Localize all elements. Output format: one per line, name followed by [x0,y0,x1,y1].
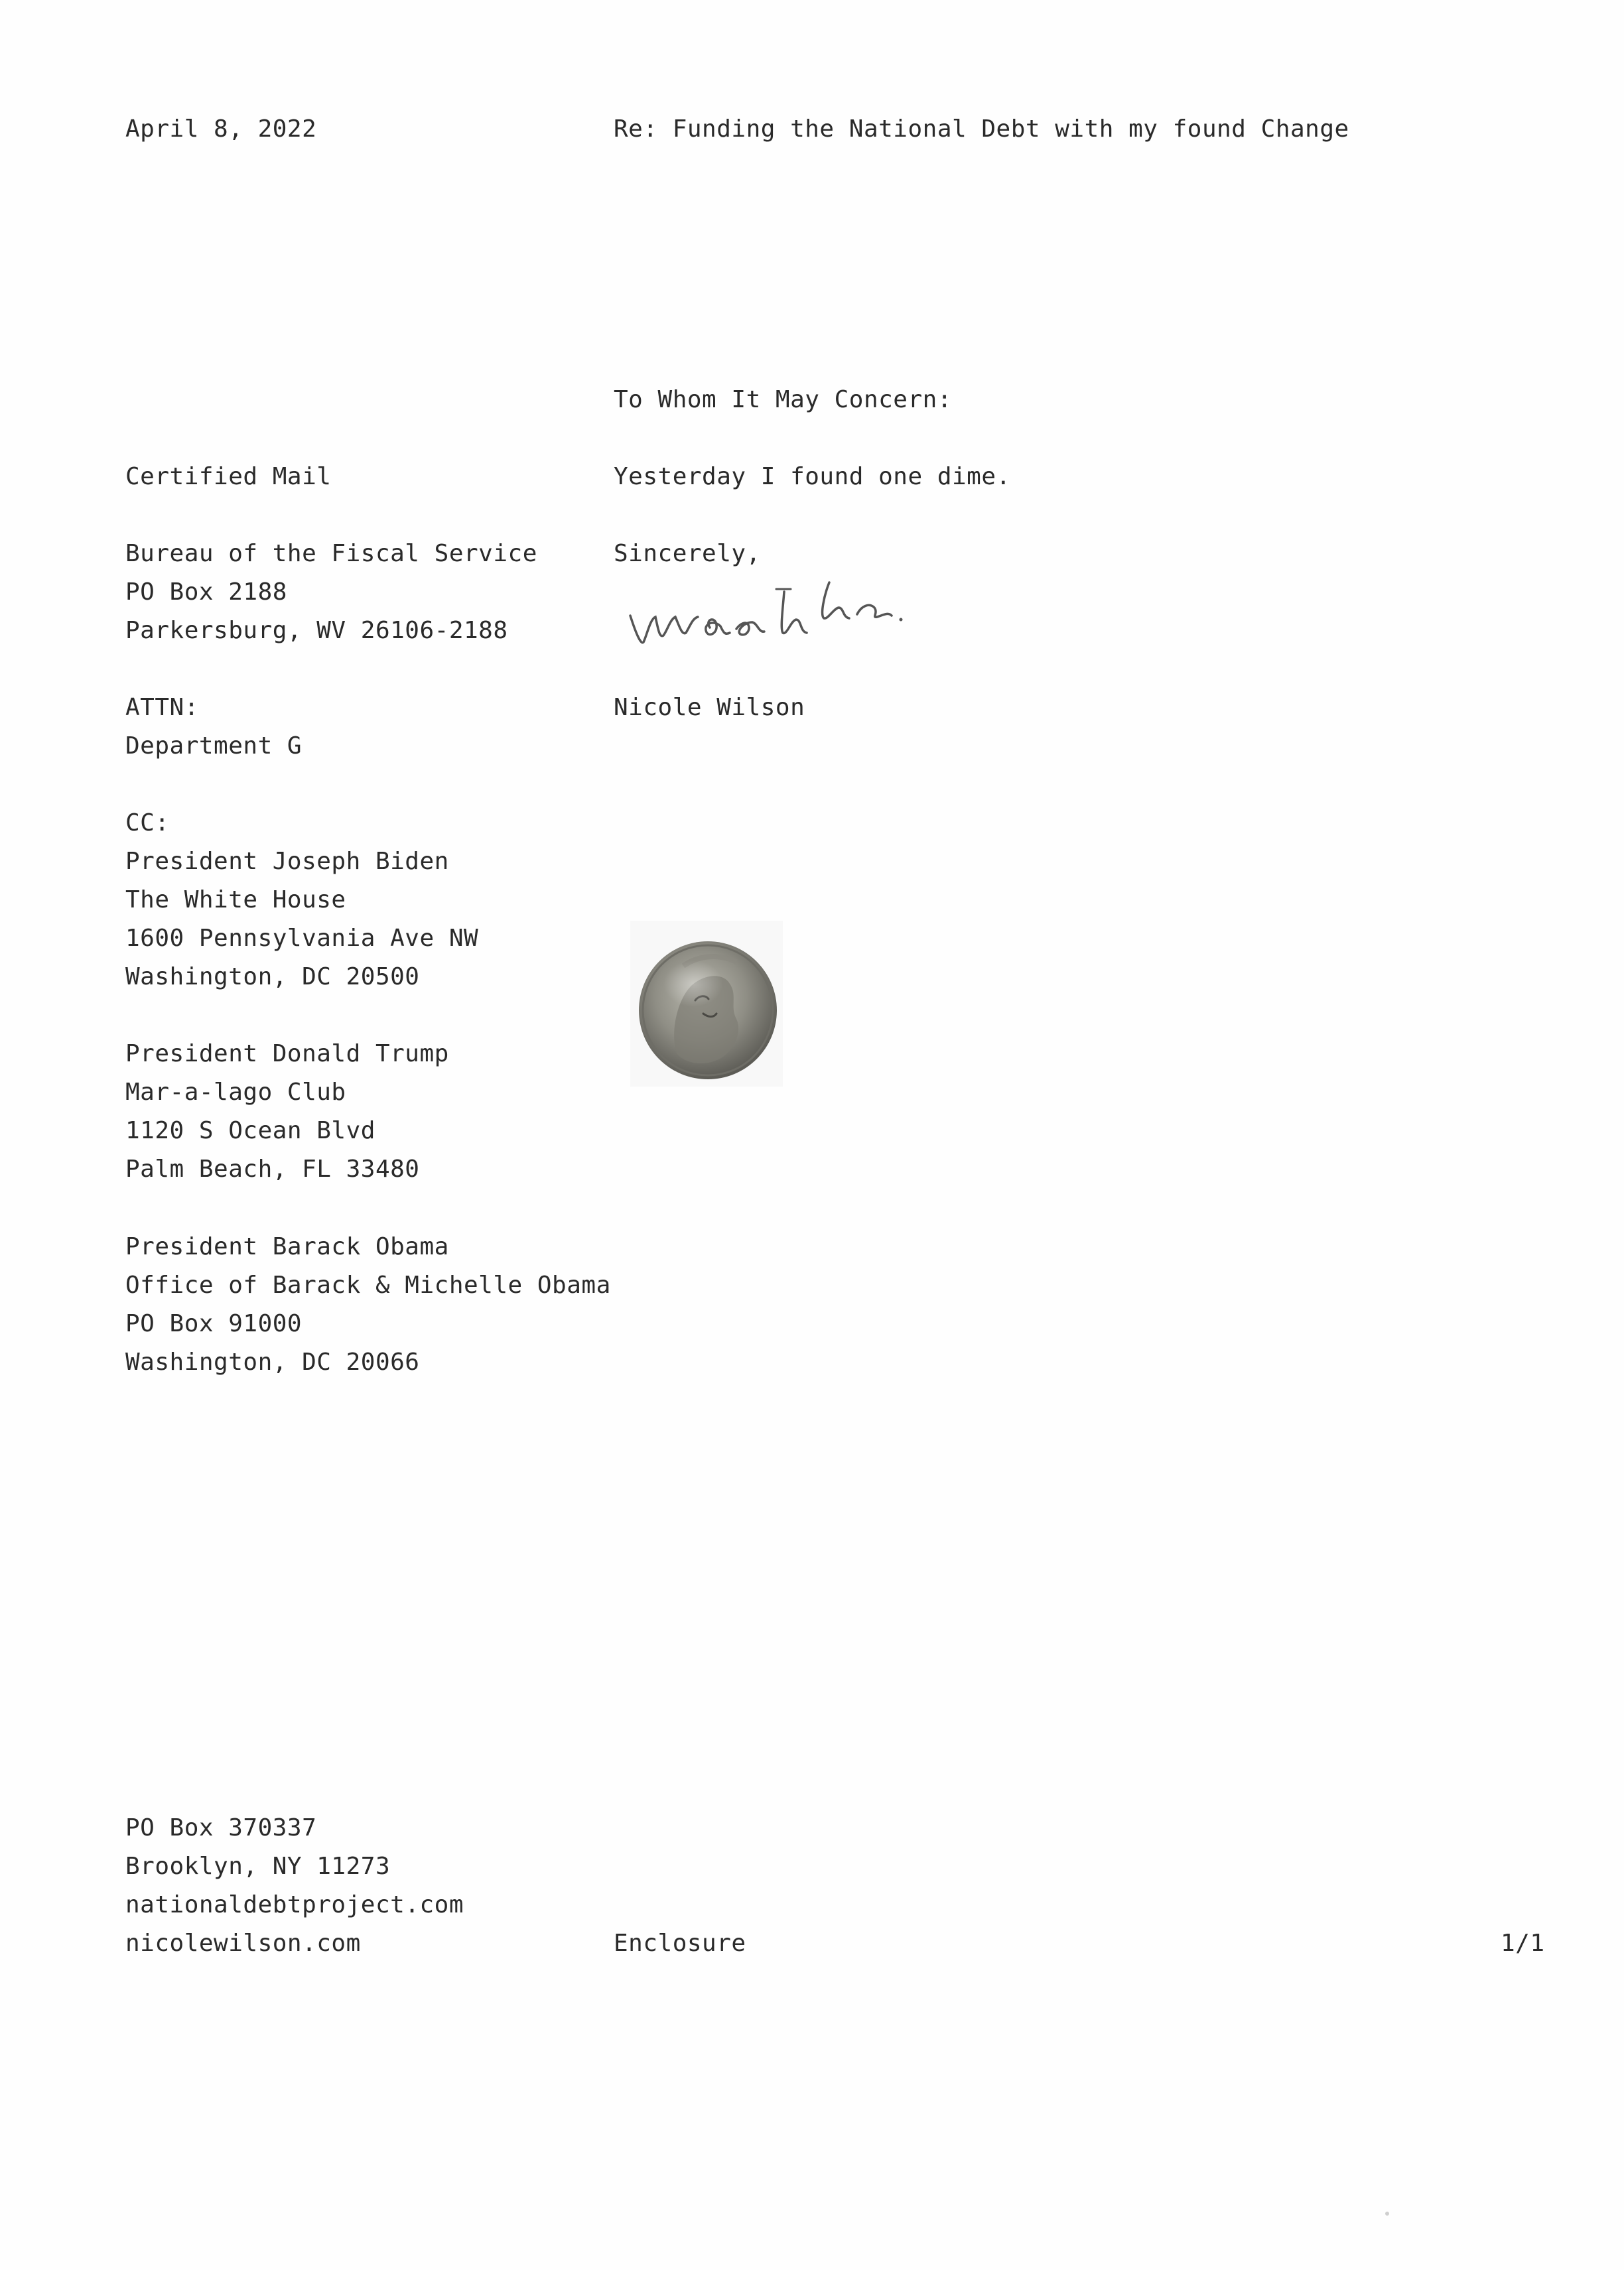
letter-subject: Re: Funding the National Debt with my found Change [614,115,1349,143]
sender-address [125,1809,464,1963]
closing: Sincerely, [614,540,761,567]
cc-line: Washington, DC 20500 [125,963,420,990]
cc-entry-trump [125,1035,449,1189]
attn-label: ATTN: [125,694,199,721]
cc-line: 1600 Pennsylvania Ave NW [125,925,479,952]
cc-line: The White House [125,886,346,913]
recipient-line: PO Box 2188 [125,578,287,606]
recipient-address [125,535,537,650]
sender-line: Brooklyn, NY 11273 [125,1853,391,1880]
cc-label: CC: [125,809,170,836]
sender-website: nationaldebtproject.com [125,1891,464,1918]
cc-line: President Joseph Biden [125,848,449,875]
cc-line: PO Box 91000 [125,1310,303,1337]
letter-date: April 8, 2022 [125,115,317,143]
cc-line: President Donald Trump [125,1040,449,1067]
recipient-line: Parkersburg, WV 26106-2188 [125,617,508,644]
cc-line: Office of Barack & Michelle Obama [125,1272,611,1299]
mail-type: Certified Mail [125,463,332,490]
cc-line: President Barack Obama [125,1233,449,1260]
attn-department: Department G [125,732,303,760]
page-number: 1/1 [1501,1930,1545,1957]
signer-name: Nicole Wilson [614,694,805,721]
sender-line: PO Box 370337 [125,1814,317,1841]
letter-body: Yesterday I found one dime. [614,463,1011,490]
cc-line: Washington, DC 20066 [125,1349,420,1376]
recipient-line: Bureau of the Fiscal Service [125,540,537,567]
sender-website: nicolewilson.com [125,1930,361,1957]
salutation: To Whom It May Concern: [614,386,952,413]
enclosure-label: Enclosure [614,1930,746,1957]
cc-entry-obama [125,1228,611,1382]
cc-line: Mar-a-lago Club [125,1079,346,1106]
dime-coin-image [630,921,783,1087]
cc-line: Palm Beach, FL 33480 [125,1156,420,1183]
attn-block [125,689,302,766]
cc-line: 1120 S Ocean Blvd [125,1117,375,1144]
signature-image [617,569,1015,669]
cc-entry-biden [125,842,478,996]
scan-speck [1385,2212,1389,2216]
